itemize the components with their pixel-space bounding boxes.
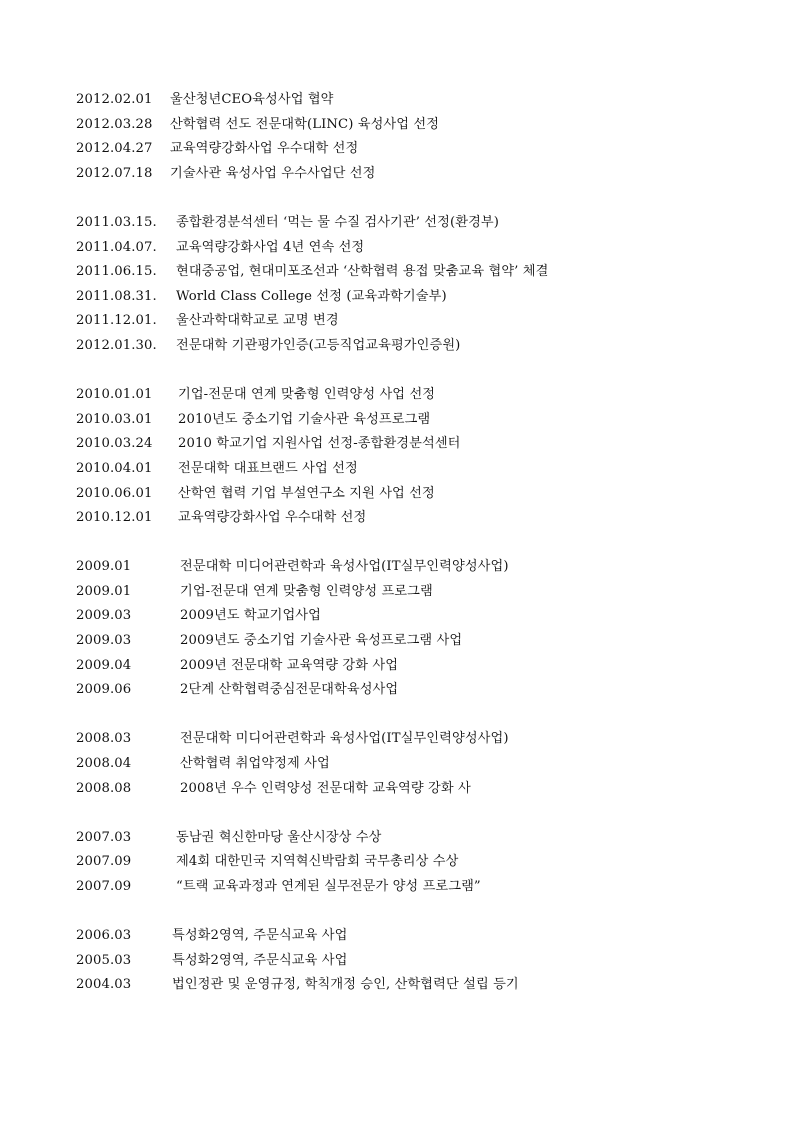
entry-date: 2006.03 [76, 928, 132, 944]
entry-date: 2012.02.01 [76, 92, 153, 107]
entry-description: 기업-전문대 연계 맞춤형 인력양성 사업 선정 [178, 387, 436, 403]
group-spacer [76, 186, 756, 211]
entry-date: 2011.03.15. [76, 214, 157, 230]
entry-description: 교육역량강화사업 우수대학 선정 [170, 141, 359, 157]
history-entry [76, 949, 756, 974]
entry-date: 2009.01 [76, 559, 132, 575]
entry-description: World Class College 선정 (교육과학기술부) [176, 288, 447, 304]
entry-date: 2009.03 [76, 633, 132, 649]
entry-date: 2009.01 [76, 583, 132, 599]
entry-description: 특성화2영역, 주문식교육 사업 [172, 928, 348, 944]
entry-date: 2009.04 [76, 657, 132, 673]
entry-description: 산학협력 취업약정제 사업 [180, 756, 330, 772]
history-entry [76, 211, 756, 236]
history-entry [76, 137, 756, 162]
entry-date: 2007.09 [76, 879, 132, 894]
history-entry [76, 850, 756, 875]
history-entry [76, 236, 756, 261]
entry-date: 2012.03.28 [76, 116, 153, 132]
history-entry [76, 383, 756, 408]
history-entry [76, 408, 756, 433]
history-entry [76, 260, 756, 285]
entry-description: 종합환경분석센터 ‘먹는 물 수질 검사기관’ 선정(환경부) [176, 214, 499, 230]
history-group-g2010 [76, 383, 756, 531]
entry-date: 2012.07.18 [76, 165, 153, 181]
entry-description: 전문대학 미디어관련학과 육성사업(IT실무인력양성사업) [180, 731, 509, 747]
entry-date: 2009.03 [76, 608, 132, 624]
entry-description: 산학협력 선도 전문대학(LINC) 육성사업 선정 [170, 116, 440, 132]
entry-date: 2010.03.01 [76, 411, 153, 427]
history-group-g2011 [76, 211, 756, 359]
entry-date: 2007.09 [76, 854, 132, 870]
entry-description: 현대중공업, 현대미포조선과 ‘산학협력 용접 맞춤교육 협약’ 체결 [176, 264, 549, 280]
entry-description: 2009년 전문대학 교육역량 강화 사업 [180, 657, 399, 673]
entry-description: 울산과학대학교로 교명 변경 [176, 313, 339, 329]
entry-date: 2010.01.01 [76, 387, 153, 403]
entry-description: 2009년도 학교기업사업 [180, 608, 321, 624]
history-group-g2006 [76, 924, 756, 998]
group-spacer [76, 703, 756, 728]
entry-description: “트랙 교육과정과 연계된 실무전문가 양성 프로그램” [176, 879, 481, 894]
entry-description: 제4회 대한민국 지역혁신박람회 국무총리상 수상 [176, 854, 459, 870]
entry-date: 2005.03 [76, 952, 132, 968]
entry-description: 동남권 혁신한마당 울산시장상 수상 [176, 829, 382, 845]
entry-date: 2010.04.01 [76, 460, 153, 476]
history-group-g2012 [76, 88, 756, 186]
entry-date: 2012.04.27 [76, 141, 153, 157]
entry-description: 교육역량강화사업 우수대학 선정 [178, 510, 367, 526]
history-entry [76, 457, 756, 482]
history-entry [76, 777, 756, 802]
group-spacer [76, 900, 756, 925]
history-entry [76, 875, 756, 900]
history-entry [76, 432, 756, 457]
history-entry [76, 309, 756, 334]
entry-date: 2007.03 [76, 829, 132, 845]
entry-date: 2010.06.01 [76, 485, 153, 501]
history-entry [76, 334, 756, 359]
history-entry [76, 924, 756, 949]
history-entry [76, 555, 756, 580]
history-entry [76, 973, 756, 998]
history-entry [76, 580, 756, 605]
entry-description: 전문대학 기관평가인증(고등직업교육평가인증원) [176, 337, 461, 353]
history-document [76, 88, 756, 998]
group-spacer [76, 531, 756, 556]
history-entry [76, 285, 756, 310]
entry-date: 2010.12.01 [76, 510, 153, 526]
entry-description: 2010 학교기업 지원사업 선정-종합환경분석센터 [178, 436, 461, 452]
history-entry [76, 654, 756, 679]
history-entry [76, 826, 756, 851]
entry-date: 2009.06 [76, 682, 132, 698]
entry-description: 2010년도 중소기업 기술사관 육성프로그램 [178, 411, 431, 427]
entry-date: 2011.06.15. [76, 264, 157, 280]
history-entry [76, 506, 756, 531]
entry-date: 2012.01.30. [76, 337, 157, 353]
entry-date: 2011.04.07. [76, 239, 157, 255]
history-entry [76, 727, 756, 752]
group-spacer [76, 359, 756, 384]
history-entry [76, 113, 756, 138]
entry-description: 2009년도 중소기업 기술사관 육성프로그램 사업 [180, 633, 463, 649]
entry-description: 전문대학 미디어관련학과 육성사업(IT실무인력양성사업) [180, 559, 509, 575]
entry-description: 2008년 우수 인력양성 전문대학 교육역량 강화 사 [180, 780, 471, 796]
history-entry [76, 604, 756, 629]
entry-date: 2008.03 [76, 731, 132, 747]
entry-description: 교육역량강화사업 4년 연속 선정 [176, 239, 365, 255]
history-group-g2008 [76, 727, 756, 801]
group-spacer [76, 801, 756, 826]
entry-description: 기술사관 육성사업 우수사업단 선정 [170, 165, 376, 181]
history-entry [76, 88, 756, 113]
history-entry [76, 162, 756, 187]
entry-date: 2011.12.01. [76, 313, 157, 329]
entry-date: 2008.04 [76, 756, 132, 772]
entry-description: 전문대학 대표브랜드 사업 선정 [178, 460, 358, 476]
history-group-g2007 [76, 826, 756, 900]
history-entry [76, 629, 756, 654]
entry-description: 기업-전문대 연계 맞춤형 인력양성 프로그램 [180, 583, 433, 599]
entry-description: 울산청년CEO육성사업 협약 [170, 92, 334, 107]
history-entry [76, 752, 756, 777]
history-group-g2009 [76, 555, 756, 703]
entry-date: 2011.08.31. [76, 288, 157, 304]
entry-date: 2004.03 [76, 977, 132, 993]
history-entry [76, 678, 756, 703]
entry-description: 특성화2영역, 주문식교육 사업 [172, 952, 348, 968]
history-entry [76, 482, 756, 507]
entry-description: 2단계 산학협력중심전문대학육성사업 [180, 682, 399, 698]
entry-date: 2008.08 [76, 780, 132, 796]
entry-description: 법인정관 및 운영규정, 학칙개정 승인, 산학협력단 설립 등기 [172, 977, 519, 993]
entry-date: 2010.03.24 [76, 436, 153, 452]
entry-description: 산학연 협력 기업 부설연구소 지원 사업 선정 [178, 485, 435, 501]
